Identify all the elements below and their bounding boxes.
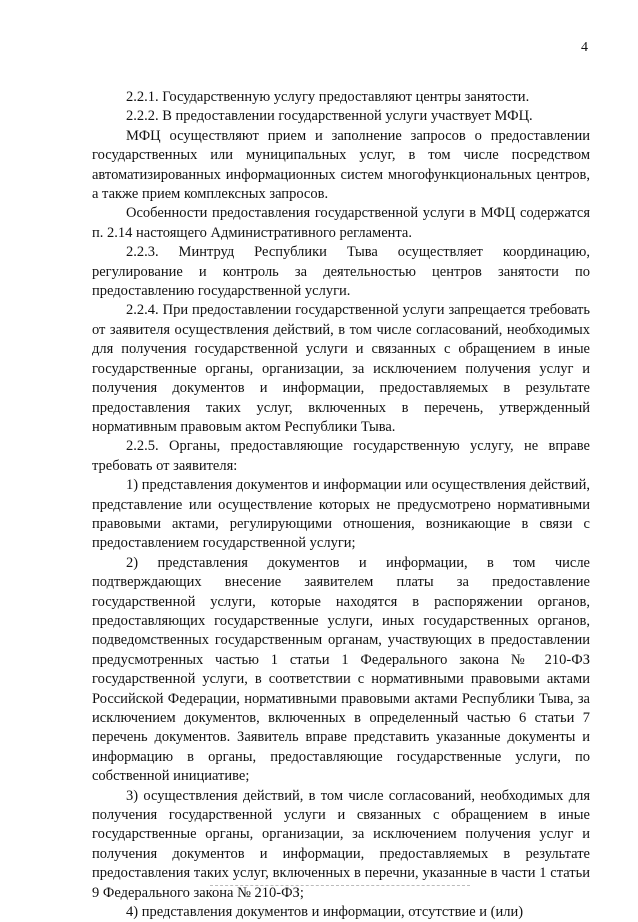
paragraph-mfc-features: Особенности предоставления государственной услуги в МФЦ содержатся п. 2.14 настоящего Административного регламента. — [92, 205, 590, 241]
list-item-2: 2) представления документов и информации, в том числе подтверждающих внесение заявителем платы за предоставление государственной услуги, которые находятся в распоряжении органов, предоставляющих государственные услуги, иных государственных органов, подведомственных государственным органам, участвующих в предоставлении предусмотренных частью 1 статьи 1 Федерального закона № 210-ФЗ государственной услуги, в соответствии с нормативными правовыми актами Российской Федерации, нормативными правовыми актами Республики Тыва, за исключением документов, включенных в определенный частью 6 статьи 7 перечень документов. Заявитель вправе представить указанные документы и информацию в органы, предоставляющие государственные услуги, по собственной инициативе; — [92, 554, 590, 785]
list-item-4: 4) представления документов и информации, отсутствие и (или) — [126, 904, 524, 921]
paragraph-2-2-5: 2.2.5. Органы, предоставляющие государственную услугу, не вправе требовать от заявителя: — [92, 438, 590, 474]
page-number: 4 — [581, 40, 588, 55]
paragraph-2-2-2: 2.2.2. В предоставлении государственной услуги участвует МФЦ. — [126, 108, 533, 125]
list-item-1: 1) представления документов и информации или осуществления действий, представление или осуществление которых не предусмотрено нормативными правовыми актами, регулирующими отношения, возникающие в связи с предоставлением государственной услуги; — [92, 477, 590, 552]
paragraph-mfc-reception: МФЦ осуществляют прием и заполнение запросов о предоставлении государственных или муниципальных услуг, в том числе посредством автоматизированных информационных систем многофункциональных центров, а также прием комплексных запросов. — [92, 127, 590, 203]
paragraph-2-2-4: 2.2.4. При предоставлении государственной услуги запрещается требовать от заявителя осуществления действий, в том числе согласований, необходимых для получения государственной услуги и связанных с обращением в иные государственные органы, организации, за исключением получения услуг и получения документов и информации, предоставляемых в результате предоставления таких услуг, включенных в перечень, утвержденный нормативным правовым актом Республики Тыва. — [92, 302, 590, 435]
scan-footer-line — [210, 885, 470, 887]
list-item-3: 3) осуществления действий, в том числе согласований, необходимых для получения государственной услуги и связанных с обращением в иные государственные органы, организации, за исключением получения услуг и получения документов и информации, предоставляемых в результате предоставления таких услуг, включенных в перечни, указанные в части 1 статьи 9 Федерального закона № 210-ФЗ; — [92, 787, 590, 901]
paragraph-2-2-1: 2.2.1. Государственную услугу предоставляют центры занятости. — [126, 89, 530, 105]
paragraph-2-2-3: 2.2.3. Минтруд Республики Тыва осуществляет координацию, регулирование и контроль за деятельностью центров занятости по предоставлению государственной услуги. — [92, 244, 590, 300]
document-body — [92, 88, 590, 922]
